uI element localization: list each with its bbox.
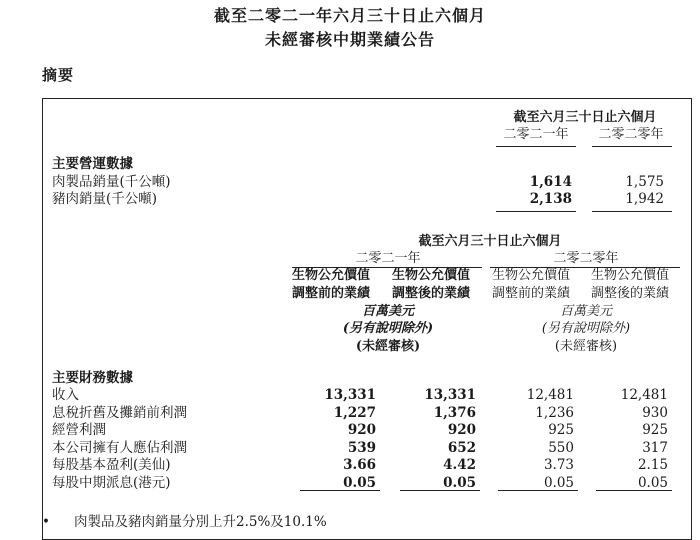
- financial-row-label: 經營利潤: [52, 422, 106, 438]
- financial-total-rule-col-2: [400, 490, 480, 491]
- operating-year-2021-underline: [496, 146, 576, 147]
- unit-2020: 百萬美元: [559, 304, 612, 319]
- financial-row-label: 收入: [52, 387, 79, 403]
- financial-value-col-3: 1,236: [535, 404, 574, 421]
- financial-row-label: 本公司擁有人應佔利潤: [52, 439, 187, 456]
- financial-value-col-4: 0.05: [637, 474, 668, 491]
- unit-note-2020: (另有說明除外): [541, 321, 631, 336]
- financial-year-2021: 二零二一年: [355, 251, 421, 266]
- financial-value-col-3: 0.05: [543, 474, 574, 491]
- section-heading: 摘要: [42, 66, 75, 84]
- financial-row-label: 息稅折舊及攤銷前利潤: [52, 404, 187, 421]
- financial-year-2020: 二零二零年: [553, 251, 619, 266]
- operating-year-2021: 二零二一年: [503, 127, 569, 142]
- operating-value-2021: 2,138: [529, 191, 572, 207]
- bullet-text: 肉製品及豬肉銷量分別上升2.5%及10.1%: [74, 514, 327, 530]
- financial-value-col-2: 4.42: [443, 457, 476, 473]
- operating-total-rule-2021: [496, 211, 576, 212]
- col-header-1-line-1: 生物公允價值: [291, 268, 370, 283]
- financial-value-col-1: 920: [347, 422, 376, 438]
- col-header-3-line-2: 調整前的業績: [491, 286, 570, 301]
- financial-value-col-3: 925: [548, 422, 574, 438]
- col-header-4-line-1: 生物公允價值: [590, 268, 669, 283]
- operating-year-2020-underline: [592, 146, 672, 147]
- financial-value-col-1: 3.66: [343, 457, 376, 473]
- financial-value-col-2: 652: [447, 439, 476, 456]
- operating-row-label: 豬肉銷量(千公噸): [52, 191, 158, 207]
- unit-2021: 百萬美元: [361, 304, 414, 319]
- financial-value-col-1: 13,331: [324, 387, 376, 403]
- operating-value-2020: 1,575: [625, 174, 664, 190]
- financial-value-col-4: 925: [642, 422, 668, 438]
- financial-value-col-4: 12,481: [620, 387, 668, 403]
- unit-note-2021: (另有說明除外): [342, 321, 434, 336]
- financial-row-label: 每股中期派息(港元): [52, 474, 171, 491]
- financial-total-rule-col-3: [498, 490, 578, 491]
- col-header-1-line-2: 調整前的業績: [291, 286, 370, 301]
- audit-note-2020: (未經審核): [554, 339, 618, 354]
- financial-period-header: 截至六月三十日止六個月: [418, 234, 562, 249]
- financial-value-col-2: 0.05: [443, 474, 476, 491]
- financial-row-label: 每股基本盈利(美仙): [52, 457, 171, 473]
- bullet-marker: •: [42, 514, 50, 530]
- financial-total-rule-col-4: [596, 490, 672, 491]
- financial-value-col-3: 12,481: [526, 387, 574, 403]
- financial-value-col-2: 13,331: [424, 387, 476, 403]
- audit-note-2021: (未經審核): [355, 339, 421, 354]
- operating-total-rule-2020: [592, 211, 672, 212]
- financial-value-col-2: 1,376: [433, 404, 476, 421]
- col-header-2-line-2: 調整後的業績: [391, 286, 470, 301]
- operating-value-2020: 1,942: [625, 191, 664, 207]
- operating-section-title: 主要營運數據: [52, 156, 133, 172]
- financial-value-col-4: 317: [642, 439, 668, 456]
- financial-value-col-1: 0.05: [343, 474, 376, 491]
- financial-value-col-1: 1,227: [333, 404, 376, 421]
- financial-value-col-4: 930: [642, 404, 668, 421]
- financial-value-col-4: 2.15: [637, 457, 668, 473]
- financial-value-col-3: 3.73: [543, 457, 574, 473]
- col-header-2-line-1: 生物公允價值: [391, 268, 470, 283]
- financial-value-col-1: 539: [347, 439, 376, 456]
- financial-section-title: 主要財務數據: [52, 370, 133, 386]
- title-line-1: 截至二零二一年六月三十日止六個月: [213, 6, 486, 25]
- operating-period-header: 截至六月三十日止六個月: [513, 110, 657, 125]
- summary-box: [42, 98, 692, 540]
- operating-year-2020: 二零二零年: [598, 127, 664, 142]
- operating-value-2021: 1,614: [529, 174, 572, 190]
- col-header-3-line-1: 生物公允價值: [491, 268, 570, 283]
- financial-value-col-3: 550: [548, 439, 574, 456]
- financial-total-rule-col-1: [300, 490, 380, 491]
- title-line-2: 未經審核中期業績公告: [264, 30, 435, 49]
- financial-value-col-2: 920: [447, 422, 476, 438]
- operating-row-label: 肉製品銷量(千公噸): [52, 174, 171, 190]
- col-header-4-line-2: 調整後的業績: [590, 286, 669, 301]
